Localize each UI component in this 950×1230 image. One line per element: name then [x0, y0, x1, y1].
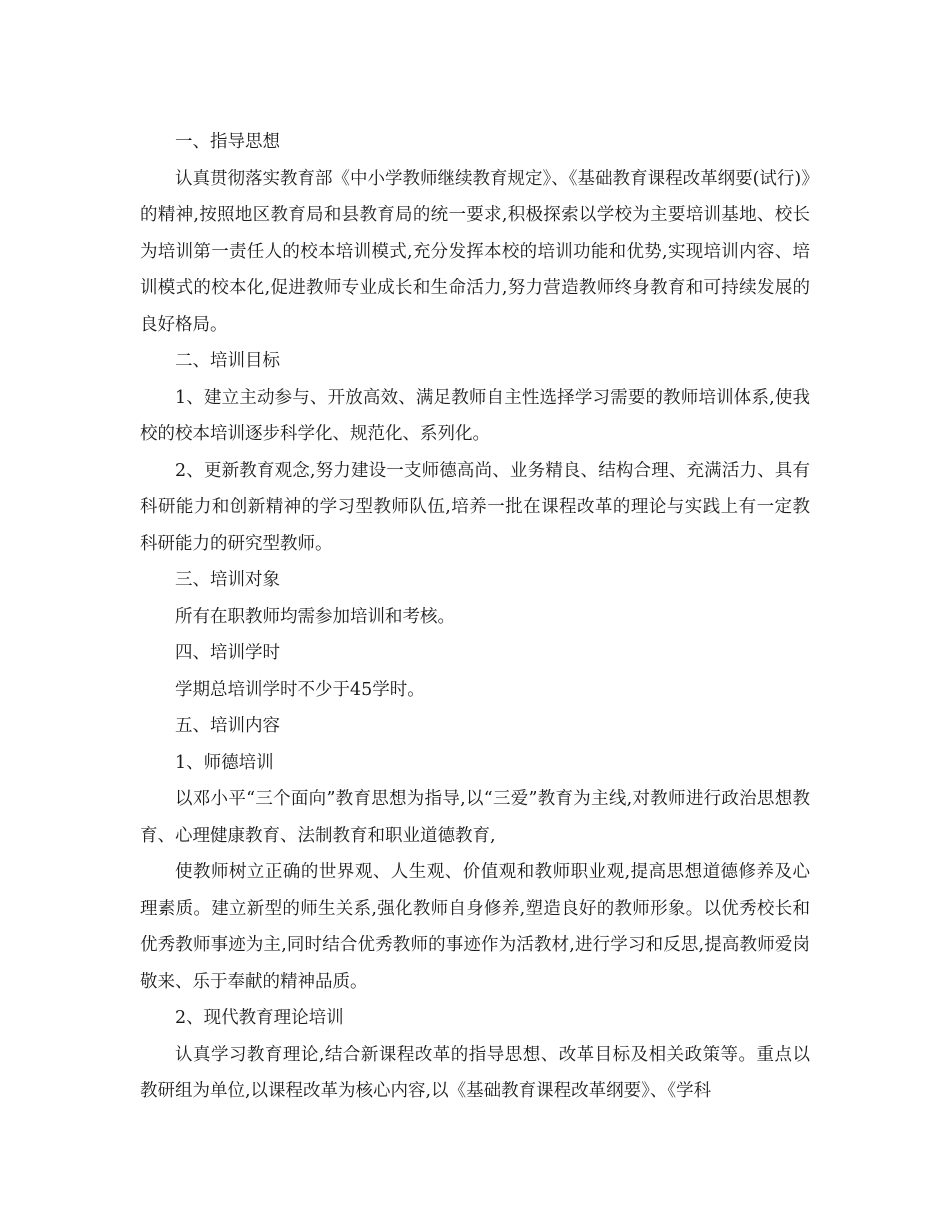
paragraph-guiding-ideology: 认真贯彻落实教育部《中小学教师继续教育规定》、《基础教育课程改革纲要(试行)》的精神,按照地区教育局和县教育局的统一要求,积极探索以学校为主要培训基地、校长为培训第一责任人的校本培训模式,充分发挥本校的培训功能和优势,实现培训内容、培训模式的校本化,促进教师专业成长和生命活力,努力营造教师终身教育和可持续发展的良好格局。: [140, 168, 810, 335]
section-heading-training-targets: 三、培训对象: [175, 570, 280, 590]
paragraph-training-targets: 所有在职教师均需参加培训和考核。: [175, 606, 455, 627]
paragraph-modern-theory: 认真学习教育理论,结合新课程改革的指导思想、改革目标及相关政策等。重点以教研组为单位,以课程改革为核心内容,以《基础教育课程改革纲要》、《学科: [140, 1044, 810, 1101]
section-heading-training-goals: 二、培训目标: [175, 351, 280, 371]
subheading-modern-theory-training: 2、现代教育理论培训: [175, 1008, 344, 1028]
section-heading-training-hours: 四、培训学时: [175, 643, 280, 663]
paragraph-ethics-1: 以邓小平“三个面向”教育思想为指导,以“三爱”教育为主线,对教师进行政治思想教育、心理健康教育、法制教育和职业道德教育,: [140, 789, 810, 846]
document-page: [140, 124, 810, 1110]
paragraph-ethics-2: 使教师树立正确的世界观、人生观、价值观和教师职业观,提高思想道德修养及心理素质。建立新型的师生关系,强化教师自身修养,塑造良好的教师形象。以优秀校长和优秀教师事迹为主,同时结合优秀教师的事迹作为活教材,进行学习和反思,提高教师爱岗敬来、乐于奉献的精神品质。: [140, 862, 810, 992]
section-heading-training-content: 五、培训内容: [175, 716, 280, 736]
paragraph-goal-2: 2、更新教育观念,努力建设一支师德高尚、业务精良、结构合理、充满活力、具有科研能力和创新精神的学习型教师队伍,培养一批在课程改革的理论与实践上有一定教科研能力的研究型教师。: [140, 460, 810, 554]
section-heading-guiding-ideology: 一、指导思想: [175, 132, 280, 152]
subheading-ethics-training: 1、师德培训: [175, 752, 274, 773]
paragraph-training-hours: 学期总培训学时不少于45学时。: [175, 679, 425, 700]
paragraph-goal-1: 1、建立主动参与、开放高效、满足教师自主性选择学习需要的教师培训体系,使我校的校本培训逐步科学化、规范化、系列化。: [140, 387, 810, 444]
